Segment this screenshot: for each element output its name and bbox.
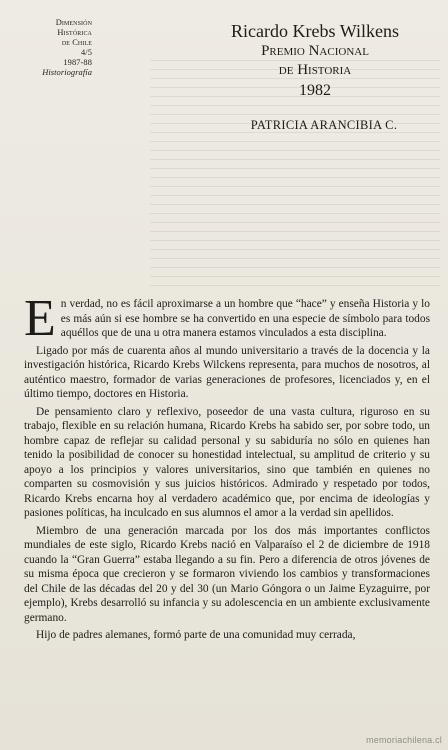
award-line-2: de Historia [278,62,352,78]
series-name-2: Histórica [57,28,92,37]
watermark: memoriachilena.cl [366,735,442,745]
drop-cap: E [24,290,56,347]
paragraph-1-text: n verdad, no es fácil aproximarse a un hombre que “hace” y enseña Historia y lo es más aún si ese hombre se ha convertido en una especie de símbolo para todos aquéllos que de una u otra manera estamos vinculados a esta disciplina. [60,298,430,339]
series-section: Historiografía [42,68,92,77]
series-volume: 4/5 [80,48,92,57]
paragraph-3: De pensamiento claro y reflexivo, poseedor de una vasta cultura, riguroso en su trabajo, flexible en su relación humana, Ricardo Krebs ha sabido ser, por sobre todo, un hombre capaz de reflejar su calidad personal y su sabiduría no sólo en quienes han tenido la posibilidad de conocer su honestidad intelectual, su amplitud de criterio y su apoyo a los principios y valores universitarios, sino que también en quienes no comparten su cosmovisión y sus juicios históricos. Admirado y respetado por todos, Ricardo Krebs encarna hoy al verdadero académico que, por encima de ideologías y pasiones políticas, ha inculcado en sus alumnos el amor a la verdad sin apellidos. [24,405,430,519]
series-years: 1987-88 [63,58,92,67]
title-block [190,20,440,102]
series-info [10,18,92,78]
paragraph-2: Ligado por más de cuarenta años al mundo universitario a través de la docencia y la investigación histórica, Ricardo Krebs Wilckens representa, para muchos de nosotros, al auténtico maestro, formador de varias generaciones de profesores, licenciados y, en el último tiempo, doctores en Historia. [24,344,430,400]
award-year: 1982 [299,82,331,99]
byline: PATRICIA ARANCIBIA C. [250,118,398,132]
series-name: Dimensión [55,18,92,27]
paragraph-4: Miembro de una generación marcada por los dos más importantes conflictos mundiales de este siglo, Ricardo Krebs nació en Valparaíso el 2 de diciembre de 1918 cuando la “Gran Guerra” estaba llegando a su fin. Pero a diferencia de otros jóvenes de su misma época que crecieron y se formaron viviendo los cambios y transformaciones del Chile de las décadas del 20 y del 30 (un Mario Góngora o un Jaime Eyzaguirre, por ejemplo), Krebs desarrolló su infancia y su adolescencia en un ambiente exclusivamente germano. [24,524,430,624]
article-title: Ricardo Krebs Wilkens [231,21,399,41]
award-line-1: Premio Nacional [261,43,369,59]
article-body [24,290,430,646]
paragraph-5: Hijo de padres alemanes, formó parte de una comunidad muy cerrada, [36,629,356,641]
series-name-3: de Chile [61,38,92,47]
paragraph-1 [24,290,430,347]
